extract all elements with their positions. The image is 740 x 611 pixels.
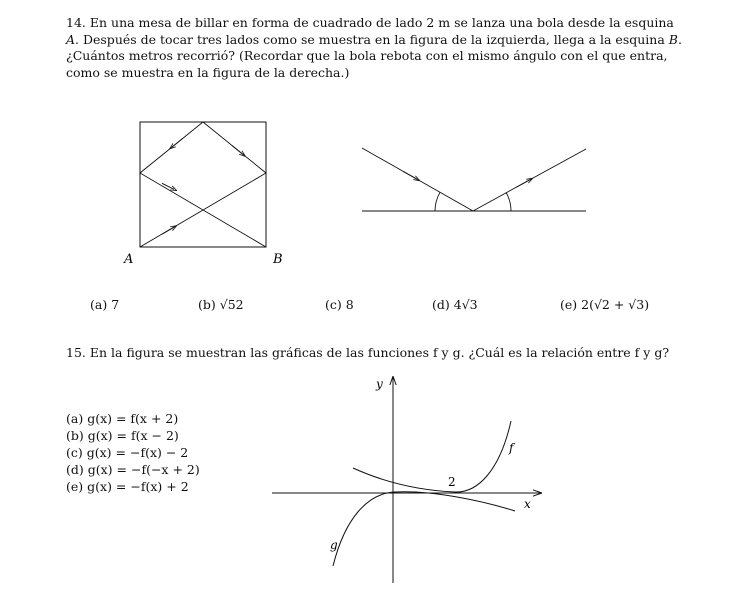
- tick-2-label: 2: [448, 475, 456, 489]
- problem-15-option-c[interactable]: (c) g(x) = −f(x) − 2: [66, 445, 189, 460]
- curve-g: [333, 492, 515, 566]
- problem-14-point-b: B: [668, 31, 678, 47]
- reflection-angle-arc: [506, 192, 511, 211]
- problem-14-option-d[interactable]: (d) 4√3: [432, 297, 478, 312]
- path-arrow-4: [162, 183, 174, 189]
- incoming-ray: [362, 148, 473, 211]
- outgoing-arrow: [516, 180, 530, 188]
- incidence-angle-arc: [435, 192, 440, 211]
- corner-label-b: B: [273, 252, 283, 267]
- problem-15-statement: [66, 345, 686, 362]
- y-axis-label: y: [376, 377, 383, 391]
- problem-15-number: 15.: [66, 345, 86, 360]
- billiard-table-figure: [118, 115, 288, 270]
- problem-15-text: En la figura se muestran las gráficas de las funciones f y g. ¿Cuál es la relación entre f y g?: [89, 345, 670, 360]
- curve-f-label: f: [509, 441, 514, 455]
- curve-g-label: g: [330, 538, 338, 552]
- problem-14-options: [0, 297, 740, 317]
- problem-14-number: 14.: [66, 15, 86, 30]
- problem-15-option-e[interactable]: (e) g(x) = −f(x) + 2: [66, 479, 189, 494]
- problem-15-option-b[interactable]: (b) g(x) = f(x − 2): [66, 428, 179, 443]
- ball-path: [140, 122, 266, 247]
- problem-15-option-a[interactable]: (a) g(x) = f(x + 2): [66, 411, 179, 426]
- reflection-figure: [355, 140, 595, 220]
- problem-15-options: [66, 410, 200, 495]
- problem-14-option-c[interactable]: (c) 8: [325, 297, 354, 312]
- problem-14-text-1: En una mesa de billar en forma de cuadrado de lado 2 m se lanza una bola desde la esquina: [89, 15, 674, 30]
- problem-14-text-3: . ¿Cuántos metros recorrió? (Recordar que la bola rebota con el mismo ángulo con el que entra, como se muestra en la figura de la derecha.): [66, 31, 682, 80]
- path-arrow-1: [162, 227, 174, 234]
- curve-f: [353, 421, 511, 492]
- x-axis-label: x: [524, 497, 531, 511]
- incoming-arrow: [403, 171, 417, 179]
- problem-14-option-b[interactable]: (b) √52: [198, 297, 244, 312]
- corner-label-a: A: [124, 252, 134, 267]
- problem-14-option-e[interactable]: (e) 2(√2 + √3): [560, 297, 650, 312]
- problem-14-option-a[interactable]: (a) 7: [90, 297, 120, 312]
- path-arrow-3: [172, 138, 183, 147]
- path-arrow-2: [232, 146, 243, 155]
- problem-14-statement: [66, 15, 686, 81]
- problem-15-option-d[interactable]: (d) g(x) = −f(−x + 2): [66, 462, 200, 477]
- function-graph: [270, 370, 560, 590]
- problem-14-text-2: . Después de tocar tres lados como se muestra en la figura de la izquierda, llega a la esquina: [75, 31, 665, 47]
- problem-14-point-a: A: [66, 31, 76, 47]
